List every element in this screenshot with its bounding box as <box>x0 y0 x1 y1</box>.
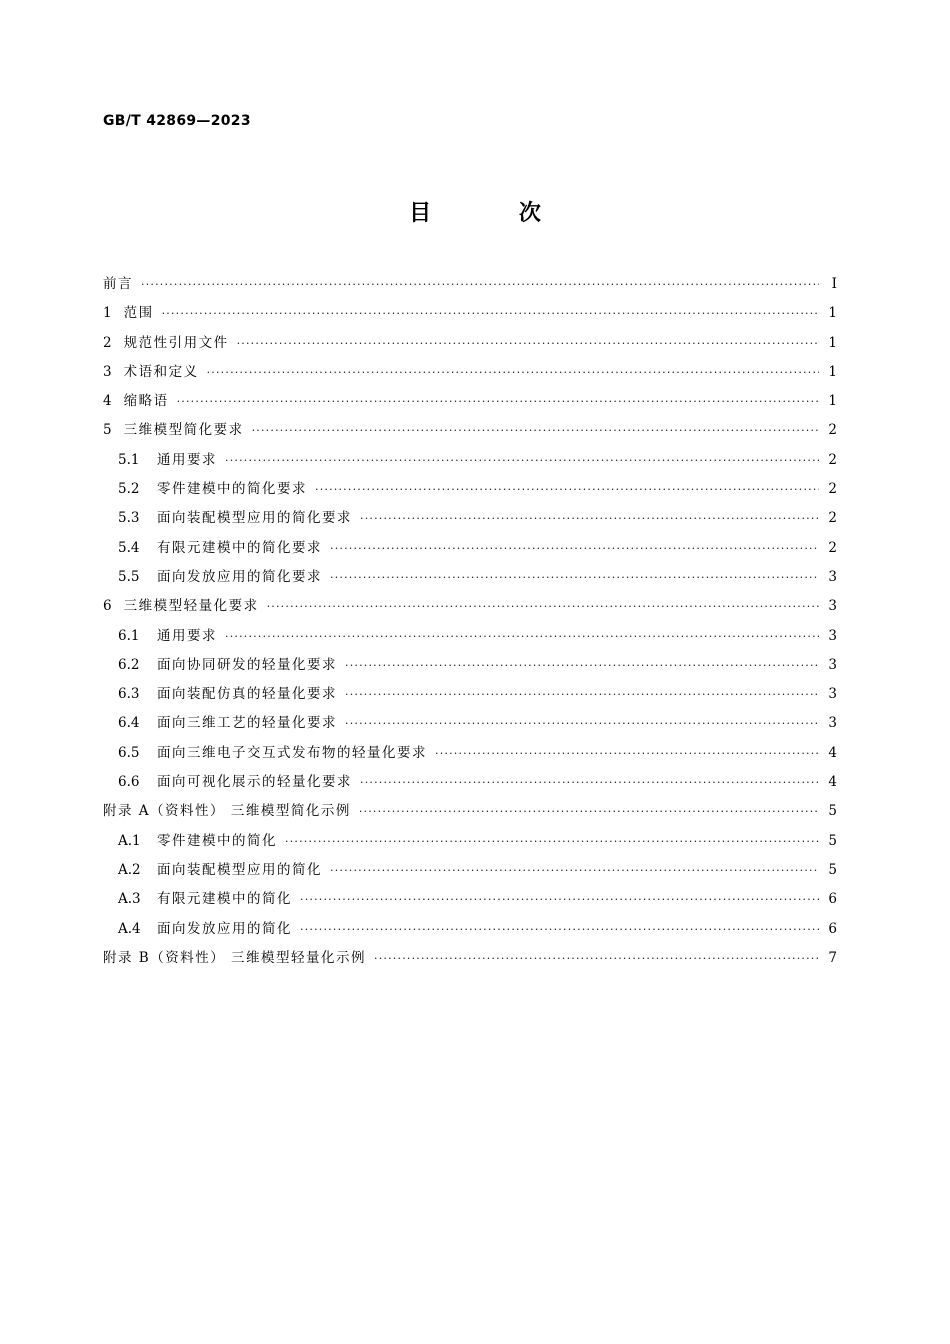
toc-entry-page: 3 <box>828 715 837 732</box>
toc-entry[interactable] <box>103 622 837 651</box>
toc-entry-page: 1 <box>828 334 837 351</box>
toc-entry-title: 面向三维工艺的轻量化要求 <box>157 715 337 732</box>
toc-leader-dots <box>237 329 819 358</box>
toc-entry-title: 通用要求 <box>157 451 217 468</box>
toc-entry-page: 5 <box>828 861 837 878</box>
toc-leader-dots <box>207 358 819 387</box>
toc-entry[interactable] <box>103 446 837 475</box>
toc-entry-title: 三维模型简化要求 <box>123 422 244 439</box>
toc-entry-number: 3 <box>103 363 112 380</box>
toc-entry-title: 范围 <box>123 305 154 322</box>
toc-entry-number: 5.2 <box>118 481 140 498</box>
toc-leader-dots <box>285 827 819 856</box>
toc-entry-page: 3 <box>828 598 837 615</box>
toc-leader-dots <box>360 768 819 797</box>
toc-leader-dots <box>267 592 819 621</box>
toc-leader-dots <box>360 504 819 533</box>
toc-leader-dots <box>225 622 819 651</box>
toc-entry[interactable] <box>103 768 837 797</box>
toc-leader-dots <box>300 885 819 914</box>
toc-entry-title: 缩略语 <box>123 393 169 410</box>
toc-leader-dots <box>345 709 819 738</box>
toc-entry-title: 规范性引用文件 <box>123 334 229 351</box>
toc-entry[interactable] <box>103 475 837 504</box>
toc-entry-number: 6.4 <box>118 715 140 732</box>
toc-entry[interactable] <box>103 270 837 299</box>
toc-entry-number: A.2 <box>118 861 141 878</box>
toc-entry[interactable] <box>103 416 837 445</box>
toc-entry-number: 5.3 <box>118 510 140 527</box>
toc-entry-title: 面向协同研发的轻量化要求 <box>157 656 337 673</box>
toc-entry-number: 2 <box>103 334 112 351</box>
toc-leader-dots <box>177 387 819 416</box>
toc-entry-title: 有限元建模中的简化要求 <box>157 539 322 556</box>
toc-leader-dots <box>374 944 819 973</box>
toc-leader-dots <box>252 416 819 445</box>
toc-entry-page: 3 <box>828 686 837 703</box>
page-title: 目 次 <box>409 201 581 226</box>
toc-entry-title: 有限元建模中的简化 <box>157 891 292 908</box>
toc-entry-title: 术语和定义 <box>123 363 199 380</box>
toc-entry-title: 面向发放应用的简化 <box>157 920 292 937</box>
toc-entry-page: 1 <box>828 363 837 380</box>
toc-entry-page: 5 <box>828 803 837 820</box>
toc-leader-dots <box>162 299 819 328</box>
toc-entry-page: 7 <box>828 949 837 966</box>
toc-entry-page: 6 <box>828 891 837 908</box>
toc-leader-dots <box>141 270 819 299</box>
toc-entry-title: 零件建模中的简化 <box>157 832 277 849</box>
toc-entry[interactable] <box>103 534 837 563</box>
toc-leader-dots <box>435 739 819 768</box>
toc-leader-dots <box>345 680 819 709</box>
toc-entry-page: 2 <box>828 451 837 468</box>
toc-entry-page: Ⅰ <box>831 276 837 292</box>
toc-entry-page: 2 <box>828 539 837 556</box>
toc-entry[interactable] <box>103 563 837 592</box>
toc-entry-number: 5.5 <box>118 568 140 585</box>
toc-entry[interactable] <box>103 592 837 621</box>
toc-entry-number: 6.1 <box>118 627 140 644</box>
toc-entry-page: 3 <box>828 568 837 585</box>
toc-entry-number: 5.1 <box>118 451 140 468</box>
toc-entry-number: A.3 <box>118 891 141 908</box>
toc-entry-number: 6.3 <box>118 686 140 703</box>
toc-entry-number: 5.4 <box>118 539 140 556</box>
toc-entry-number: 6 <box>103 598 112 615</box>
toc-entry-page: 4 <box>828 774 837 791</box>
toc-entry-page: 3 <box>828 627 837 644</box>
toc-entry-page: 3 <box>828 656 837 673</box>
toc-entry-number: 1 <box>103 305 112 322</box>
standard-number: GB/T 42869—2023 <box>103 113 251 129</box>
table-of-contents <box>103 270 837 973</box>
toc-entry[interactable] <box>103 504 837 533</box>
toc-entry[interactable] <box>103 329 837 358</box>
toc-leader-dots <box>315 475 819 504</box>
toc-leader-dots <box>330 856 819 885</box>
toc-leader-dots <box>300 915 819 944</box>
toc-entry-number: 5 <box>103 422 112 439</box>
toc-leader-dots <box>225 446 819 475</box>
toc-entry[interactable] <box>103 856 837 885</box>
toc-entry-title: 面向装配仿真的轻量化要求 <box>157 686 337 703</box>
toc-entry-title: 面向发放应用的简化要求 <box>157 568 322 585</box>
toc-entry-title: 面向装配模型应用的简化 <box>157 861 322 878</box>
toc-entry-number: 4 <box>103 393 112 410</box>
toc-entry[interactable] <box>103 299 837 328</box>
toc-leader-dots <box>330 534 819 563</box>
toc-entry[interactable] <box>103 651 837 680</box>
toc-entry-title: 零件建模中的简化要求 <box>157 481 307 498</box>
toc-entry-title: 面向可视化展示的轻量化要求 <box>157 774 352 791</box>
toc-entry[interactable] <box>103 358 837 387</box>
toc-entry-page: 2 <box>828 510 837 527</box>
toc-entry-number: A.4 <box>118 920 141 937</box>
toc-entry-title: 附录 A（资料性） 三维模型简化示例 <box>103 803 351 820</box>
toc-entry-number: 6.2 <box>118 656 140 673</box>
toc-entry-page: 5 <box>828 832 837 849</box>
toc-entry[interactable] <box>103 827 837 856</box>
toc-entry-title: 面向三维电子交互式发布物的轻量化要求 <box>157 744 427 761</box>
toc-entry-number: 6.5 <box>118 744 140 761</box>
toc-entry[interactable] <box>103 915 837 944</box>
toc-entry-page: 1 <box>828 393 837 410</box>
toc-entry-page: 6 <box>828 920 837 937</box>
toc-entry-title: 三维模型轻量化要求 <box>123 598 259 615</box>
toc-entry[interactable] <box>103 739 837 768</box>
toc-entry[interactable] <box>103 387 837 416</box>
toc-entry[interactable] <box>103 709 837 738</box>
toc-entry-title: 附录 B（资料性） 三维模型轻量化示例 <box>103 949 367 966</box>
toc-entry-title: 面向装配模型应用的简化要求 <box>157 510 352 527</box>
toc-entry-page: 4 <box>828 744 837 761</box>
toc-entry[interactable] <box>103 680 837 709</box>
toc-entry-page: 2 <box>828 481 837 498</box>
toc-entry-number: 6.6 <box>118 774 140 791</box>
toc-entry-title: 前言 <box>103 276 133 292</box>
toc-entry-number: A.1 <box>118 832 141 849</box>
toc-leader-dots <box>359 797 819 826</box>
toc-entry-title: 通用要求 <box>157 627 217 644</box>
toc-entry[interactable] <box>103 944 837 973</box>
toc-entry[interactable] <box>103 885 837 914</box>
toc-leader-dots <box>345 651 819 680</box>
toc-entry-page: 2 <box>828 422 837 439</box>
toc-entry-page: 1 <box>828 305 837 322</box>
toc-leader-dots <box>330 563 819 592</box>
toc-entry[interactable] <box>103 797 837 826</box>
